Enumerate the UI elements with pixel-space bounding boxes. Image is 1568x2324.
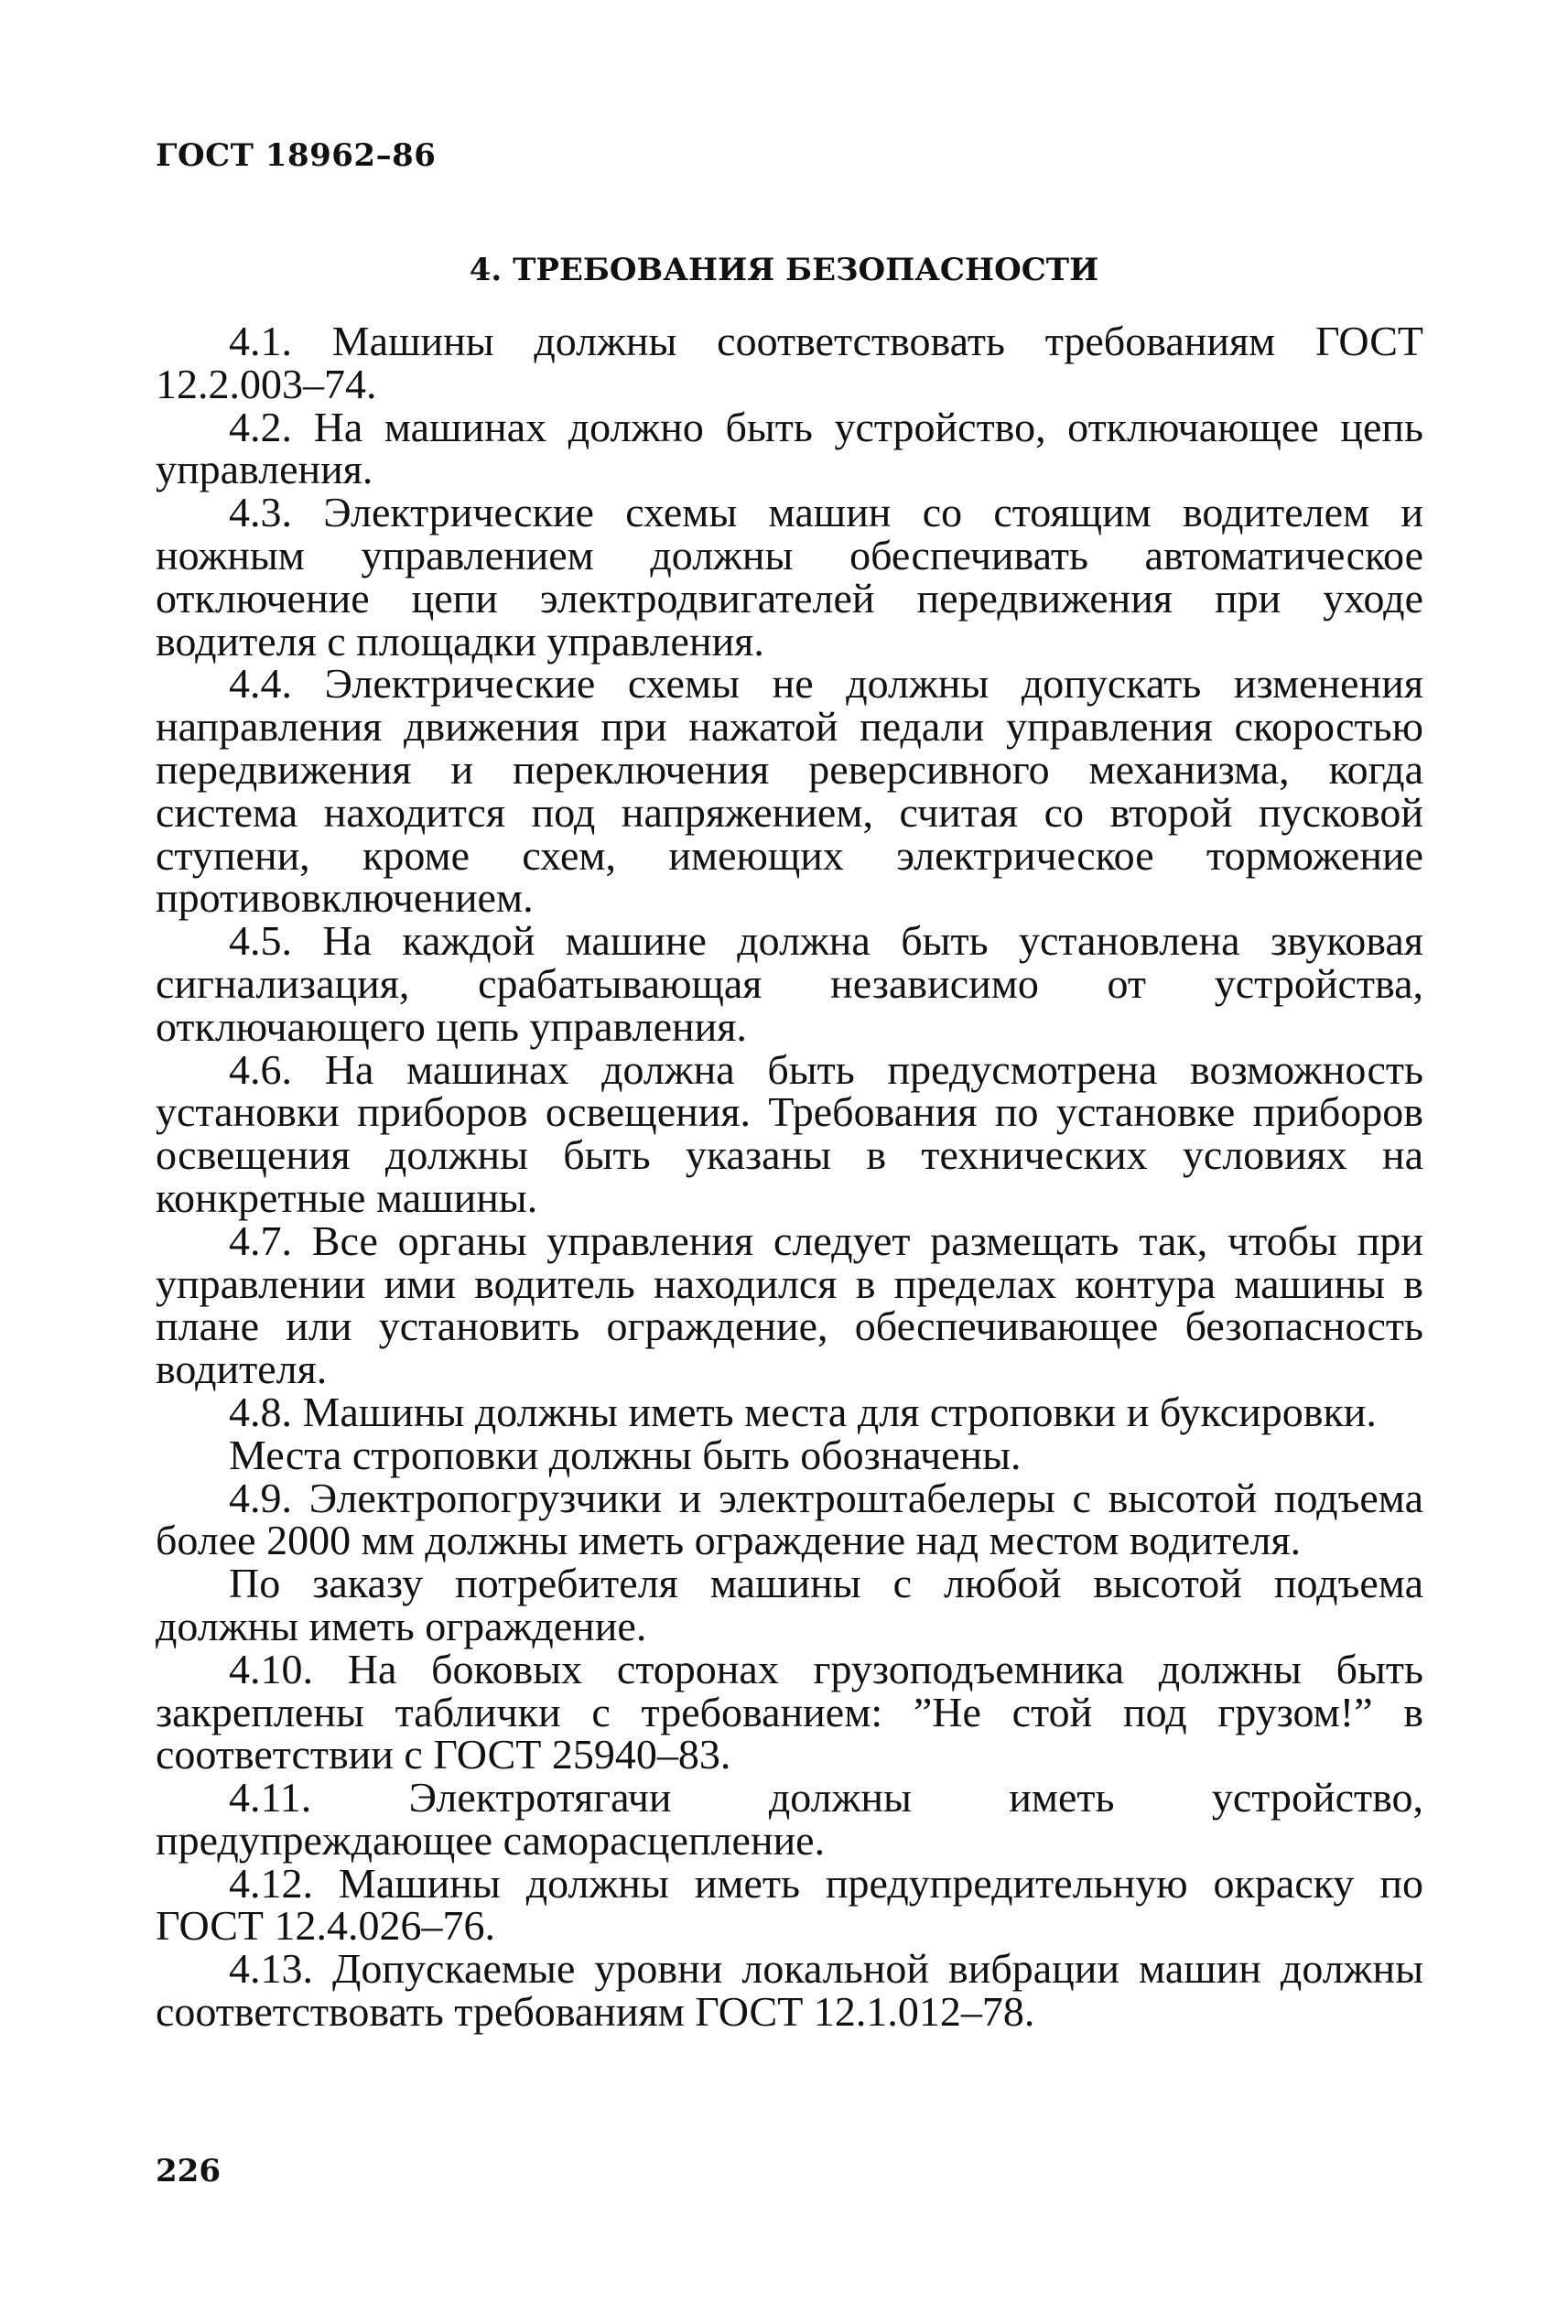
paragraph-4-11: 4.11. Электротягачи должны иметь устройство, предупреждающее саморасцепление. [156, 1774, 1423, 1864]
paragraph-4-8-note: Места строповки должны быть обозначены. [229, 1431, 1022, 1478]
paragraph-4-13: 4.13. Допускаемые уровни локальной вибрации машин должны соответствовать требованиям ГОСТ 12.1.012–78. [156, 1945, 1423, 2036]
paragraph-4-5: 4.5. На каждой машине должна быть установлена звуковая сигнализация, срабатывающая независимо от устройства, отключающего цепь управления. [156, 917, 1423, 1050]
paragraph-4-12: 4.12. Машины должны иметь предупредительную окраску по ГОСТ 12.4.026–76. [156, 1859, 1423, 1950]
paragraph-4-4: 4.4. Электрические схемы не должны допускать изменения направления движения при нажатой педали управления скоростью передвижения и переключения реверсивного механизма, когда система находится под напряжением, считая со второй пусковой ступени, кроме схем, имеющих электрическое торможение противовключением. [156, 660, 1423, 922]
document-body [156, 320, 1423, 2034]
paragraph-4-2: 4.2. На машинах должно быть устройство, отключающее цепь управления. [156, 403, 1423, 493]
section-title: 4. ТРЕБОВАНИЯ БЕЗОПАСНОСТИ [469, 252, 1099, 288]
paragraph-4-6: 4.6. На машинах должна быть предусмотрена возможность установки приборов освещения. Требования по установке приборов освещения должны быть указаны в технических условиях на конкретные машины. [156, 1045, 1423, 1221]
paragraph-4-3: 4.3. Электрические схемы машин со стоящим водителем и ножным управлением должны обеспечивать автоматическое отключение цепи электродвигателей передвижения при уходе водителя с площадки управления. [156, 489, 1423, 665]
page-number: 226 [156, 2153, 221, 2189]
document-header: ГОСТ 18962–86 [156, 137, 437, 174]
paragraph-4-10: 4.10. На боковых сторонах грузоподъемника должны быть закреплены таблички с требованием: ”Не стой под грузом!” в соответствии с ГОСТ 25940–83. [156, 1645, 1423, 1778]
paragraph-4-9: 4.9. Электропогрузчики и электроштабелеры с высотой подъема более 2000 мм должны иметь ограждение над местом водителя. [156, 1474, 1423, 1564]
paragraph-4-9-note: По заказу потребителя машины с любой высотой подъема должны иметь ограждение. [156, 1560, 1423, 1649]
paragraph-4-7: 4.7. Все органы управления следует размещать так, чтобы при управлении ими водитель находился в пределах контура машины в плане или установить ограждение, обеспечивающее безопасность водителя. [156, 1216, 1423, 1393]
paragraph-4-8: 4.8. Машины должны иметь места для строповки и буксировки. [229, 1388, 1377, 1435]
paragraph-4-1: 4.1. Машины должны соответствовать требованиям ГОСТ 12.2.003–74. [156, 318, 1423, 407]
